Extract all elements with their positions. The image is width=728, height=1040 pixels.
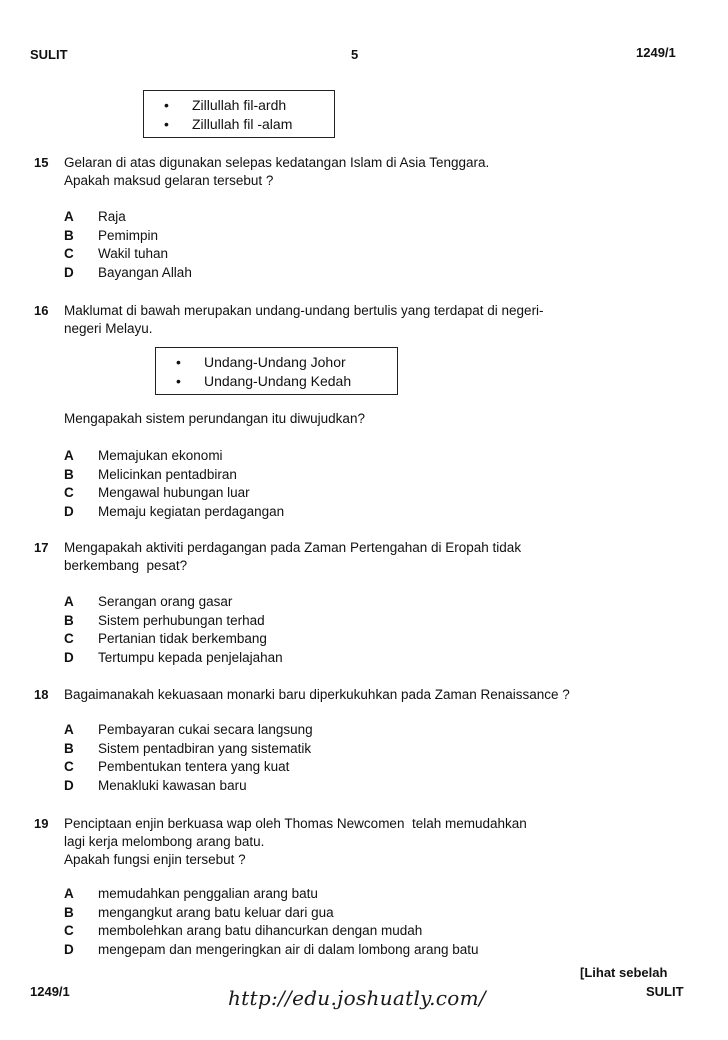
question-line: negeri Melayu. [64,321,153,336]
option-a[interactable] [64,593,283,612]
option-text: Pembentukan tentera yang kuat [98,759,290,774]
question-number: 16 [34,303,49,318]
option-letter: D [64,649,74,665]
option-c[interactable] [64,484,284,503]
question-line: Mengapakah aktiviti perdagangan pada Zaman Pertengahan di Eropah tidak [64,540,522,555]
info-box-item: • Undang-Undang Johor [156,353,397,372]
options-list [64,593,283,667]
option-letter: C [64,246,74,261]
option-text: memudahkan penggalian arang batu [98,886,318,901]
question-line: Maklumat di bawah merupakan undang-undang bertulis yang terdapat di negeri- [64,303,544,318]
option-d[interactable] [64,777,313,796]
option-letter: C [64,631,74,646]
question-line: Gelaran di atas digunakan selepas kedatangan Islam di Asia Tenggara. [64,155,490,170]
option-text: mengangkut arang batu keluar dari gua [98,904,334,920]
title-box-item: • Zillullah fil -alam [144,115,334,134]
option-text: mengepam dan mengeringkan air di dalam lombong arang batu [98,941,479,957]
option-text: Serangan orang gasar [98,594,233,609]
option-letter: A [64,722,74,737]
option-text: Sistem pentadbiran yang sistematik [98,740,312,756]
option-letter: D [64,503,74,519]
option-text: Memajukan ekonomi [98,448,223,463]
option-letter: D [64,941,74,957]
option-letter: C [64,759,74,774]
option-text: Tertumpu kepada penjelajahan [98,649,283,665]
page-number: 5 [351,47,359,62]
question-line: Apakah maksud gelaran tersebut ? [64,173,274,188]
option-text: Pemimpin [98,227,159,243]
option-letter: A [64,209,74,224]
info-box-item: • Undang-Undang Kedah [156,372,397,391]
option-letter: A [64,448,74,463]
option-text: Pertanian tidak berkembang [98,631,267,646]
option-letter: B [64,612,74,628]
question-followup: Mengapakah sistem perundangan itu diwujudkan? [64,411,365,426]
option-d[interactable] [64,264,192,283]
option-text: Sistem perhubungan terhad [98,612,265,628]
option-a[interactable] [64,721,313,740]
question-text [64,815,664,869]
option-text: membolehkan arang batu dihancurkan dengan mudah [98,923,423,938]
option-text: Mengawal hubungan luar [98,485,250,500]
question-number: 17 [34,540,49,555]
option-c[interactable] [64,758,313,777]
option-d[interactable] [64,941,479,960]
option-text: Melicinkan pentadbiran [98,466,237,482]
option-text: Menakluki kawasan baru [98,777,247,793]
option-letter: B [64,740,74,756]
option-d[interactable] [64,503,284,522]
next-page-note: [Lihat sebelah [580,965,668,980]
question-text [64,302,664,338]
option-b[interactable] [64,904,479,923]
header-paper-code: 1249/1 [636,45,676,60]
option-letter: B [64,227,74,243]
option-c[interactable] [64,245,192,264]
footer-paper-code: 1249/1 [30,984,70,999]
option-d[interactable] [64,649,283,668]
question-number: 15 [34,155,49,170]
option-text: Pembayaran cukai secara langsung [98,722,313,737]
question-text [64,686,664,704]
option-c[interactable] [64,922,479,941]
question-line: berkembang pesat? [64,558,188,573]
question-number: 19 [34,816,49,831]
option-c[interactable] [64,630,283,649]
option-b[interactable] [64,466,284,485]
option-letter: D [64,264,74,280]
option-letter: B [64,466,74,482]
option-b[interactable] [64,740,313,759]
option-a[interactable] [64,885,479,904]
title-box-item: • Zillullah fil-ardh [144,96,334,115]
option-a[interactable] [64,208,192,227]
question-line: lagi kerja melombong arang batu. [64,834,265,849]
question-line: Bagaimanakah kekuasaan monarki baru diperkukuhkan pada Zaman Renaissance ? [64,687,570,702]
option-text: Raja [98,209,126,224]
question-line: Apakah fungsi enjin tersebut ? [64,852,246,867]
option-text: Bayangan Allah [98,264,192,280]
question-text [64,154,664,190]
option-a[interactable] [64,447,284,466]
header-sulit: SULIT [30,47,68,62]
option-b[interactable] [64,612,283,631]
options-list [64,447,284,521]
question-text [64,539,664,575]
title-box [143,90,335,138]
options-list [64,208,192,282]
info-box [155,347,398,395]
option-text: Memaju kegiatan perdagangan [98,503,285,519]
question-line: Penciptaan enjin berkuasa wap oleh Thomas Newcomen telah memudahkan [64,816,527,831]
option-b[interactable] [64,227,192,246]
footer-sulit: SULIT [646,984,684,999]
option-letter: A [64,594,74,609]
website-url-link[interactable]: http://edu.joshuatly.com/ [228,986,486,1010]
option-letter: D [64,777,74,793]
options-list [64,721,313,795]
option-text: Wakil tuhan [98,246,169,261]
option-letter: B [64,904,74,920]
option-letter: C [64,923,74,938]
option-letter: C [64,485,74,500]
question-number: 18 [34,687,49,702]
options-list [64,885,479,959]
option-letter: A [64,886,74,901]
